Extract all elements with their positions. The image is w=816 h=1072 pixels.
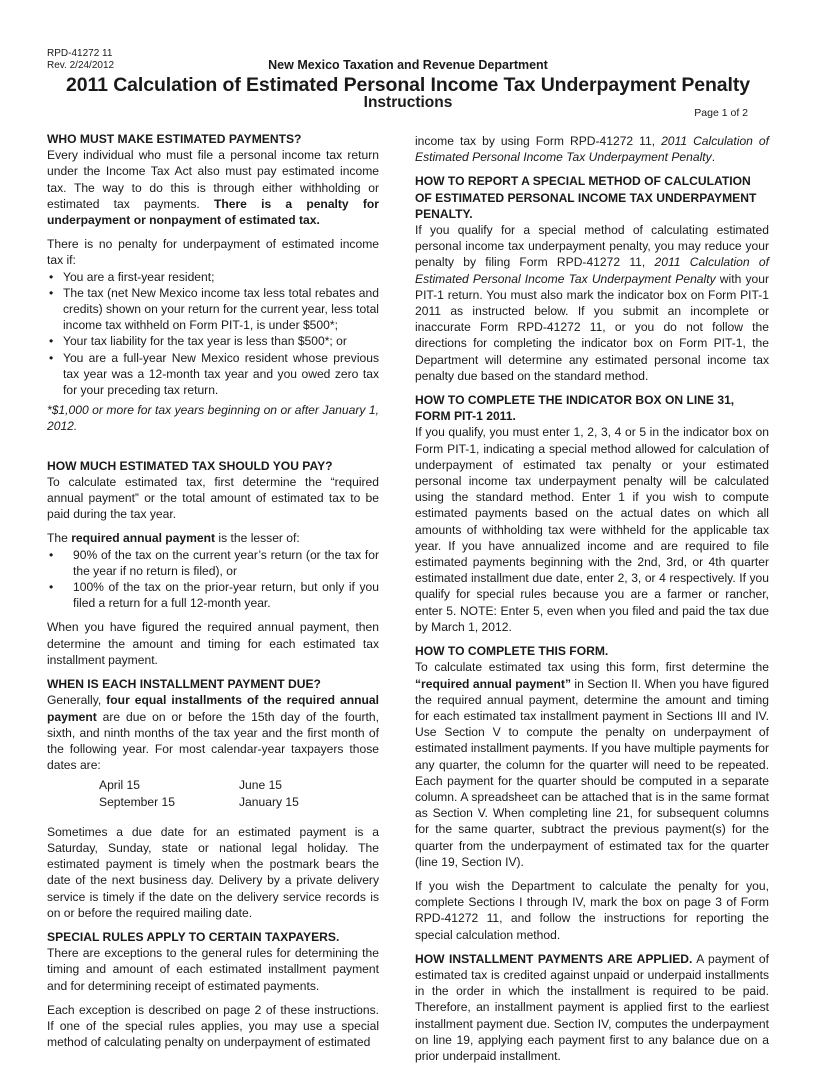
paragraph: The required annual payment is the lesser of: bbox=[47, 531, 300, 546]
list-item: • 100% of the tax on the prior-year return, but only if you filed a return for a full 12-month year. bbox=[47, 579, 379, 611]
due-date: September 15 bbox=[99, 794, 175, 809]
page-title: 2011 Calculation of Estimated Personal Income Tax Underpayment Penalty bbox=[65, 74, 751, 96]
department-name: New Mexico Taxation and Revenue Department bbox=[268, 58, 548, 72]
footnote: *$1,000 or more for tax years beginning on or after January 1, 2012. bbox=[47, 403, 379, 434]
paragraph: To calculate estimated tax, first determine the “required annual payment” or the total amount of estimated tax to be paid during the tax year. bbox=[47, 474, 379, 522]
paragraph: There are exceptions to the general rules for determining the timing and amount of each estimated installment payment and for determining receipt of estimated payments. bbox=[47, 946, 379, 993]
right-column bbox=[415, 133, 769, 1072]
paragraph: Generally, four equal installments of the required annual payment are due on or before the 15th day of the fourth, sixth, and ninth months of the tax year and the first month of the following year. For most calendar-year taxpayers those dates are: bbox=[47, 693, 379, 773]
list-item: • You are a full-year New Mexico resident whose previous tax year was a 12-month tax year and you owed zero tax for your preceding tax return. bbox=[47, 350, 379, 399]
paragraph: To calculate estimated tax using this form, first determine the “required annual payment” in Section II. When you have figured the required annual payment, determine the amount and timing for each estimated tax installment payment in Sections III and IV. Use Section V to compute the penalty on underpayment of estimated installment payments. If you have multiple payments for any quarter, the column for the quarter will need to be repeated. Each payment for the quarter should be computed in a separate column. A spreadsheet can be attached that is in the same format as Section V. When completing line 21, for subsequent columns for the same quarter, subtract the previous payment(s) for the quarter from the underpayment of estimated tax for the quarter (line 19, Section IV). bbox=[415, 660, 769, 869]
revision-date: Rev. 2/24/2012 bbox=[47, 60, 115, 71]
due-date: January 15 bbox=[239, 794, 299, 809]
section-heading-complete-form: HOW TO COMPLETE THIS FORM. bbox=[415, 644, 609, 659]
list-item: • Your tax liability for the tax year is less than $500*; or bbox=[47, 333, 379, 349]
paragraph: Sometimes a due date for an estimated payment is a Saturday, Sunday, state or national legal holiday. The estimated payment is timely when the postmark bears the date of the next business day. Delivery by a private delivery service is timely if the date on the delivery service records is on or before the required mailing date. bbox=[47, 824, 379, 920]
exemption-list bbox=[47, 269, 379, 399]
left-column bbox=[47, 131, 379, 1058]
paragraph: income tax by using Form RPD-41272 11, 2011 Calculation of Estimated Personal Income Tax Underpayment Penalty. bbox=[415, 134, 769, 165]
paragraph: Each exception is described on page 2 of these instructions. If one of the special rules applies, you may use a special method of calculating penalty on underpayment of estimated bbox=[47, 1002, 379, 1050]
paragraph: HOW INSTALLMENT PAYMENTS ARE APPLIED. A payment of estimated tax is credited against unpaid or underpaid installments in the order in which the installment is required to be paid. Therefore, an installment payment is applied first to the earliest installment payment due. Section IV, computes the underpayment on line 19, applying each payment first to any balance due on a prior underpaid installment. bbox=[415, 951, 769, 1063]
section-heading-how-much: HOW MUCH ESTIMATED TAX SHOULD YOU PAY? bbox=[47, 458, 333, 473]
due-date: June 15 bbox=[239, 778, 283, 793]
page-subtitle: Instructions bbox=[363, 94, 453, 111]
section-heading-report-special-method: HOW TO REPORT A SPECIAL METHOD OF CALCULATION OF ESTIMATED PERSONAL INCOME TAX UNDERPAYMENT PENALTY. bbox=[415, 174, 757, 221]
section-heading-who-must-pay: WHO MUST MAKE ESTIMATED PAYMENTS? bbox=[47, 132, 302, 146]
list-item: • You are a first-year resident; bbox=[47, 269, 379, 285]
paragraph: If you qualify for a special method of calculating estimated personal income tax underpayment penalty, you may reduce your penalty by filing Form RPD-41272 11, 2011 Calculation of Estimated Personal Income Tax Underpayment Penalty with your PIT-1 return. You must also mark the indicator box on Form PIT-1 2011 as instructed below. If you submit an incomplete or inaccurate Form RPD-41272 11, or you do not follow the directions for completing the indicator box on Form PIT-1, the Department will determine any estimated personal income tax penalty due based on the standard method. bbox=[415, 223, 769, 383]
section-heading-payments-applied: HOW INSTALLMENT PAYMENTS ARE APPLIED. bbox=[415, 951, 693, 966]
form-number: RPD-41272 11 bbox=[47, 48, 113, 59]
required-payment-list bbox=[47, 547, 379, 612]
due-dates bbox=[47, 777, 379, 809]
paragraph: If you qualify, you must enter 1, 2, 3, 4 or 5 in the indicator box on Form PIT-1, indicating a special method allowed for calculation of underpayment of estimated tax penalty or your estimated personal income tax underpayment penalty will be calculated using the standard method. Enter 1 if you wish to compute estimated payments based on the actual dates on which all amounts of withholding tax were withheld for the applicable tax year. If you have annualized income and are required to file estimated payments beginning with the 2nd, 3rd, or 4th quarter estimated installment due date, enter 2, 3, or 4 respectively. If you qualify for special rules because you are a farmer or rancher, enter 5. NOTE: Enter 5, even when you filed and paid the tax due by March 1, 2012. bbox=[415, 425, 769, 634]
paragraph: Every individual who must file a personal income tax return under the Income Tax Act also must pay estimated income tax. The way to do this is through either withholding or estimated tax payments. There is a penalty for underpayment or nonpayment of estimated tax. bbox=[47, 148, 379, 228]
section-heading-installment-due: WHEN IS EACH INSTALLMENT PAYMENT DUE? bbox=[47, 677, 321, 692]
list-item: • 90% of the tax on the current year’s return (or the tax for the year if no return is filed), or bbox=[47, 547, 379, 579]
paragraph: When you have figured the required annual payment, then determine the amount and timing for each estimated tax installment payment. bbox=[47, 620, 379, 667]
list-item: • The tax (net New Mexico income tax less total rebates and credits) shown on your return for the current year, less total income tax withheld on Form PIT-1, is under $500*; bbox=[47, 285, 379, 334]
section-heading-special-rules: SPECIAL RULES APPLY TO CERTAIN TAXPAYERS. bbox=[47, 929, 340, 944]
section-heading-indicator-box: HOW TO COMPLETE THE INDICATOR BOX ON LINE 31, FORM PIT-1 2011. bbox=[415, 393, 735, 424]
paragraph: If you wish the Department to calculate the penalty for you, complete Sections I through IV, mark the box on page 3 of Form RPD-41272 11, and follow the instructions for reporting the special calculation method. bbox=[415, 878, 769, 942]
due-date: April 15 bbox=[99, 778, 141, 793]
page-number: Page 1 of 2 bbox=[694, 107, 748, 119]
paragraph: There is no penalty for underpayment of estimated income tax if: bbox=[47, 237, 379, 268]
